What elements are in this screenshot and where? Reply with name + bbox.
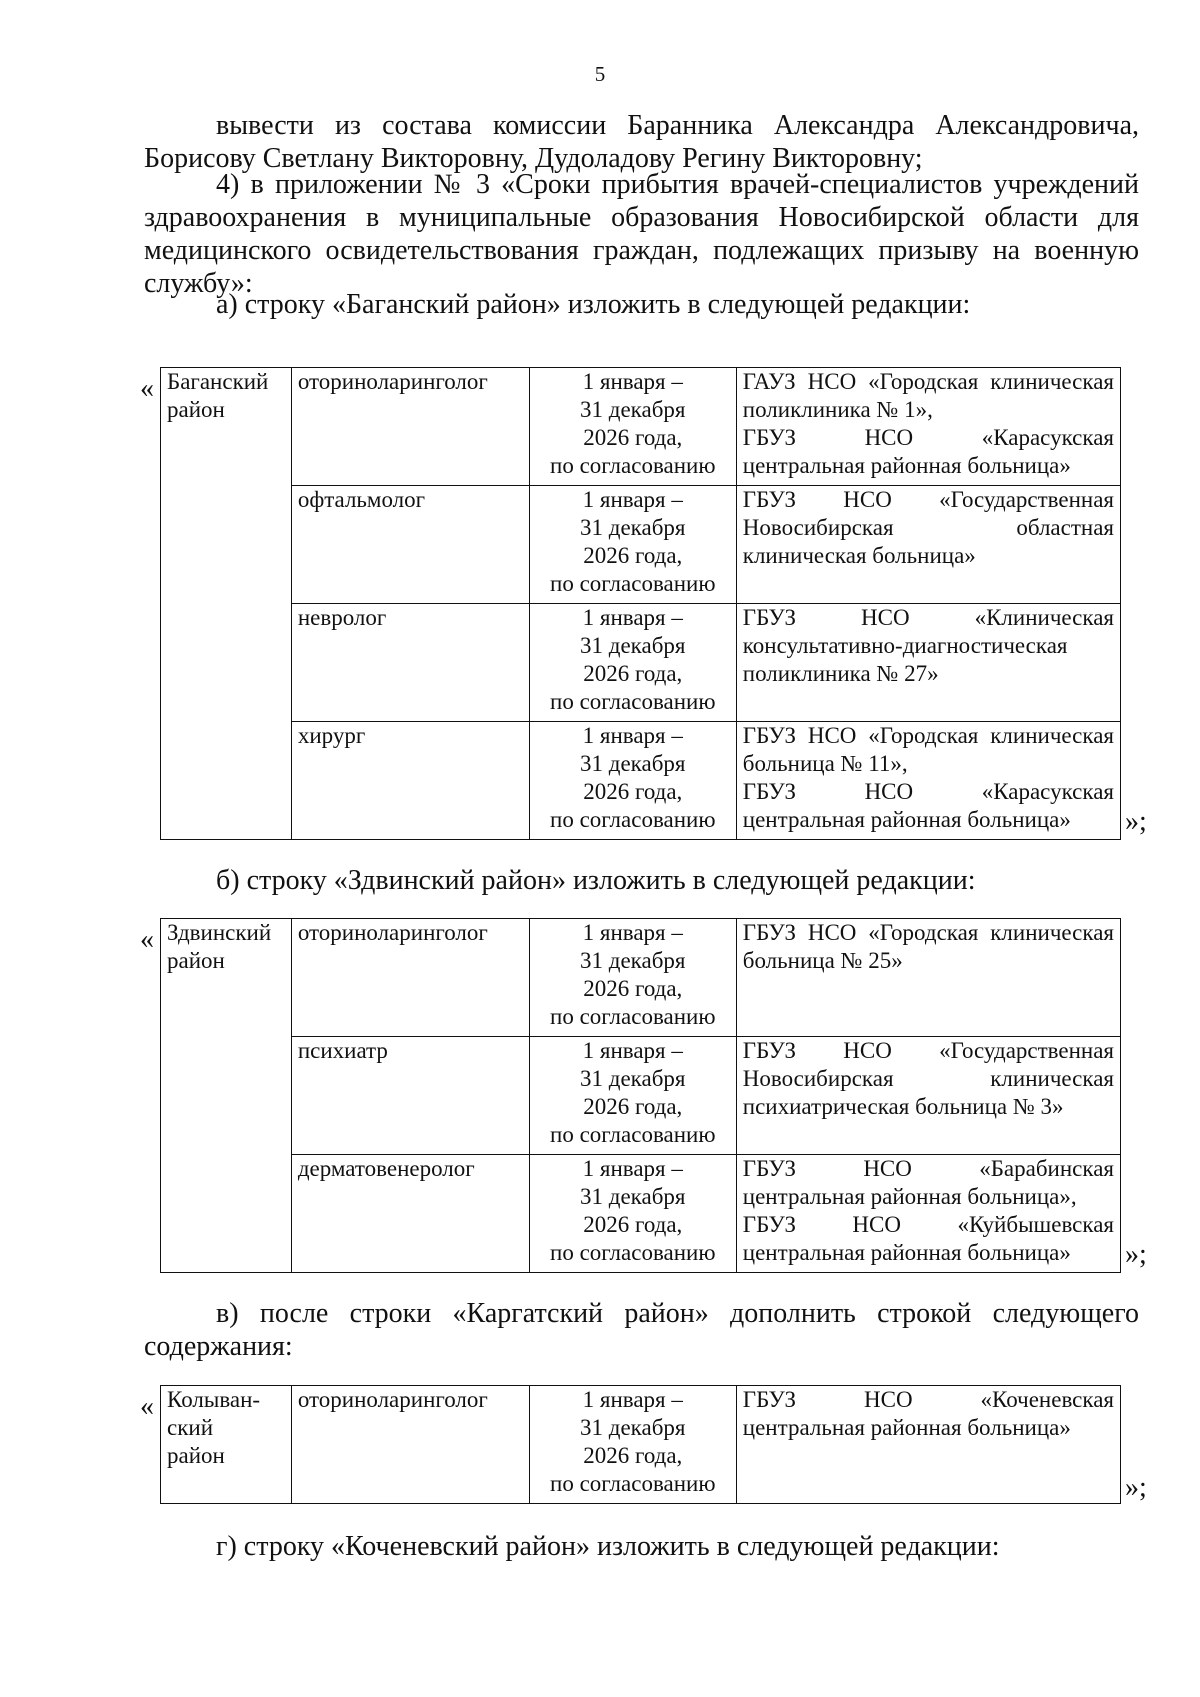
date-line: по согласованию [550,807,716,832]
date-line: 2026 года, [583,779,683,804]
specialist-cell: хирург [291,722,529,840]
subparagraph-g: г) строку «Коченевский район» изложить в следующей редакции: [216,1531,1000,1562]
subparagraph-a: а) строку «Баганский район» изложить в следующей редакции: [216,289,971,320]
table-row [161,1155,1121,1273]
date-line: 1 января – [582,1156,683,1181]
paragraph-2: 4) в приложении № 3 «Сроки прибытия врачей-специалистов учреждений здравоохранения в муниципальные образования Новосибирской области для медицинского освидетельствования граждан, подлежащих призыву на военную службу»: [144,169,1139,299]
table-row [161,604,1121,722]
org-line: центральная районная больница» [742,1415,1071,1440]
specialist-cell: психиатр [291,1037,529,1155]
specialist-cell: оториноларинголог [291,919,529,1037]
date-line: по согласованию [550,1004,716,1029]
org-line: ГБУЗ НСО «Городская клиническая [742,723,1114,748]
date-line: 31 декабря [580,1184,686,1209]
table-kolyvansky [160,1385,1121,1504]
specialist-cell: дерматовенеролог [291,1155,529,1273]
table-zdvinsky [160,918,1121,1273]
date-line: 2026 года, [583,543,683,568]
table-row [161,486,1121,604]
org-line: ГБУЗ НСО «Клиническая [742,605,1114,630]
open-quote: « [140,373,154,404]
district-name: Баганский район [167,369,269,422]
org-line: ГБУЗ НСО «Государственная [742,487,1114,512]
table-row [161,1386,1121,1504]
org-line: поликлиника № 27» [742,661,939,686]
org-line: ГБУЗ НСО «Городская клиническая [742,920,1114,945]
date-line: 1 января – [582,605,683,630]
org-line: ГБУЗ НСО «Карасукская [742,779,1114,804]
organization-cell [736,919,1120,1037]
date-line: 31 декабря [580,515,686,540]
organization-cell [736,1037,1120,1155]
org-line: центральная районная больница», [742,1184,1077,1209]
org-line: Новосибирская областная [742,515,1114,540]
page-number: 5 [594,62,606,86]
district-name-line: район [167,1443,225,1468]
open-quote: « [140,924,154,955]
date-cell [529,1155,736,1273]
date-line: 31 декабря [580,397,686,422]
district-name: Здвинский район [167,920,272,973]
date-line: по согласованию [550,1122,716,1147]
date-cell [529,722,736,840]
date-line: по согласованию [550,1240,716,1265]
organization-cell [736,1386,1120,1504]
org-line: клиническая больница» [742,543,976,568]
org-line: ГБУЗ НСО «Карасукская [742,425,1114,450]
date-line: 2026 года, [583,425,683,450]
org-line: больница № 11», [742,751,908,776]
subparagraph-b: б) строку «Здвинский район» изложить в следующей редакции: [216,865,976,896]
org-line: психиатрическая больница № 3» [742,1094,1064,1119]
organization-cell [736,722,1120,840]
date-line: 1 января – [582,723,683,748]
org-line: поликлиника № 1», [742,397,933,422]
date-line: по согласованию [550,453,716,478]
date-line: 2026 года, [583,976,683,1001]
date-line: 31 декабря [580,1415,686,1440]
district-cell [161,1386,292,1504]
close-quote: »; [1125,1472,1147,1503]
organization-cell [736,486,1120,604]
org-line: консультативно-диагностическая [742,633,1068,658]
date-line: по согласованию [550,689,716,714]
date-line: 31 декабря [580,633,686,658]
district-cell [161,368,292,840]
org-line: ГБУЗ НСО «Коченевская [742,1387,1114,1412]
date-cell [529,368,736,486]
date-cell [529,1037,736,1155]
date-line: по согласованию [550,1471,716,1496]
org-line: Новосибирская клиническая [742,1066,1114,1091]
date-line: 31 декабря [580,751,686,776]
subparagraph-v: в) после строки «Каргатский район» дополнить строкой следующего содержания: [144,1298,1139,1362]
table-bagansky [160,367,1121,840]
date-cell [529,486,736,604]
date-line: 31 декабря [580,1066,686,1091]
date-line: по согласованию [550,571,716,596]
date-line: 1 января – [582,920,683,945]
date-cell [529,1386,736,1504]
date-line: 2026 года, [583,661,683,686]
date-line: 2026 года, [583,1443,683,1468]
org-line: ГБУЗ НСО «Государственная [742,1038,1114,1063]
date-line: 1 января – [582,1387,683,1412]
table-row [161,1037,1121,1155]
org-line: ГБУЗ НСО «Барабинская [742,1156,1114,1181]
close-quote: »; [1125,1239,1147,1270]
specialist-cell: оториноларинголог [291,1386,529,1504]
district-name-line: Колыван- [167,1387,261,1412]
paragraph-1: вывести из состава комиссии Баранника Александра Александровича, Борисову Светлану Викторовну, Дудоладову Регину Викторовну; [144,110,1139,174]
date-line: 1 января – [582,369,683,394]
organization-cell [736,1155,1120,1273]
date-line: 31 декабря [580,948,686,973]
date-line: 1 января – [582,487,683,512]
organization-cell [736,368,1120,486]
specialist-cell: оториноларинголог [291,368,529,486]
org-line: больница № 25» [742,948,903,973]
table-row [161,919,1121,1037]
open-quote: « [140,1391,154,1422]
date-cell [529,604,736,722]
org-line: ГАУЗ НСО «Городская клиническая [742,369,1114,394]
date-line: 1 января – [582,1038,683,1063]
org-line: ГБУЗ НСО «Куйбышевская [742,1212,1114,1237]
table-row [161,722,1121,840]
district-cell [161,919,292,1273]
date-line: 2026 года, [583,1212,683,1237]
org-line: центральная районная больница» [742,453,1071,478]
specialist-cell: офтальмолог [291,486,529,604]
close-quote: »; [1125,806,1147,837]
org-line: центральная районная больница» [742,807,1071,832]
specialist-cell: невролог [291,604,529,722]
date-cell [529,919,736,1037]
org-line: центральная районная больница» [742,1240,1071,1265]
organization-cell [736,604,1120,722]
district-name-line: ский [167,1415,213,1440]
date-line: 2026 года, [583,1094,683,1119]
table-row [161,368,1121,486]
